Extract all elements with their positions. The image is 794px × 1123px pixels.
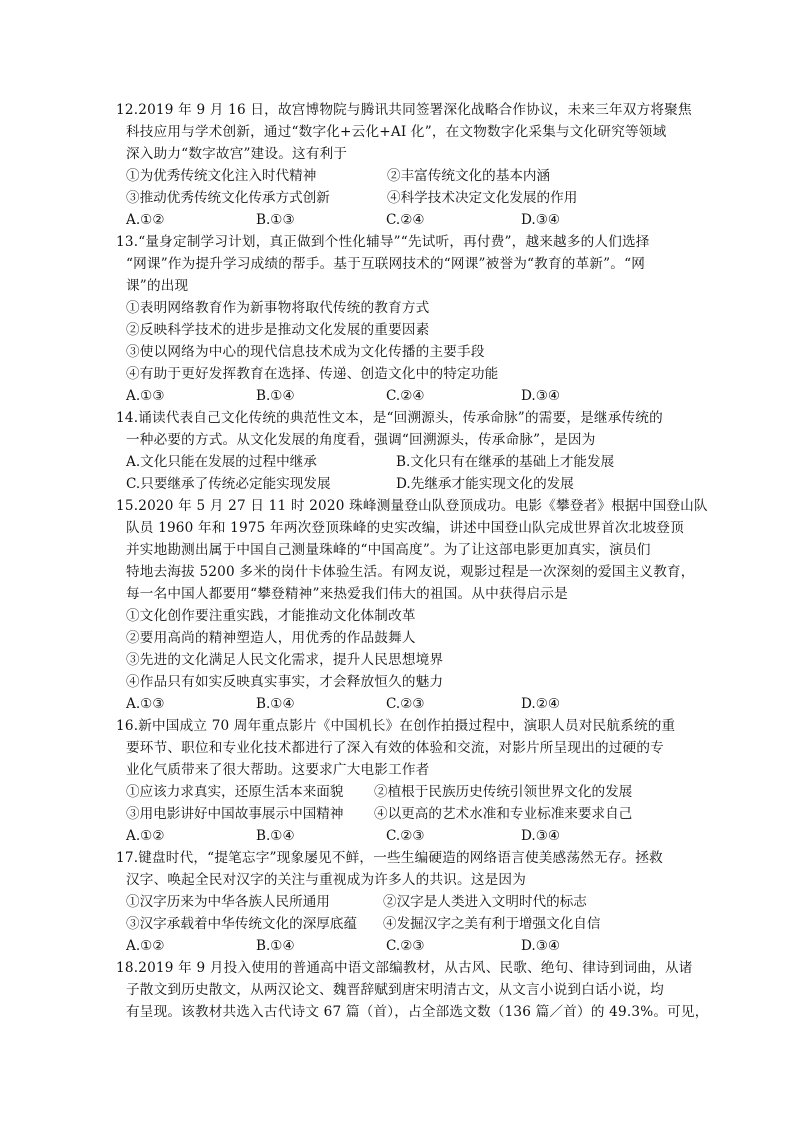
question-14-option-c[interactable]: C.只要继承了传统必定能实现发展 xyxy=(126,476,331,492)
question-13-stem-line-3: 课”的出现 xyxy=(126,278,189,294)
question-12-option-a[interactable]: A.①② xyxy=(126,212,165,228)
question-16-stem-line-1: 16.新中国成立 70 周年重点影片《中国机长》在创作拍摄过程中，演职人员对民航系统的重 xyxy=(116,718,676,734)
question-17-item-1: ①汉字历来为中华各族人民所通用 xyxy=(126,894,330,910)
question-13-option-a[interactable]: A.①③ xyxy=(126,388,165,404)
question-15-stem-line-3: 并实地勘测出属于中国自己测量珠峰的“中国高度”。为了让这部电影更加真实，演员们 xyxy=(126,542,651,558)
question-17-stem-line-1: 17.键盘时代，“提笔忘字”现象屡见不鲜，一些生编硬造的网络语言使美感荡然无存。拯救 xyxy=(116,850,663,866)
question-15-option-b[interactable]: B.①④ xyxy=(256,696,295,712)
question-14-stem-line-1: 14.诵读代表自己文化传统的典范性文本，是“回溯源头，传承命脉”的需要，是继承传统的 xyxy=(116,410,663,426)
question-12-item-2: ②丰富传统文化的基本内涵 xyxy=(387,168,551,184)
question-16-option-b[interactable]: B.①④ xyxy=(256,828,295,844)
question-15-option-c[interactable]: C.②③ xyxy=(386,696,425,712)
question-16-item-4: ④以更高的艺术水准和专业标准来要求自己 xyxy=(374,806,633,822)
question-16-options xyxy=(116,825,686,847)
question-18 xyxy=(116,957,709,1023)
question-18-stem-line-2: 子散文到历史散文，从两汉论文、魏晋辞赋到唐宋明清古文，从文言小说到白话小说，均 xyxy=(126,982,664,998)
question-16-option-d[interactable]: D.③④ xyxy=(521,828,561,844)
question-17-items-row-2 xyxy=(116,913,686,935)
question-12-stem-line-2: 科技应用与学术创新，通过“数字化+云化+AI 化”，在文物数字化采集与文化研究等领域 xyxy=(126,124,667,140)
question-12-stem-line-3: 深入助力“数字故宫”建设。这有利于 xyxy=(126,146,348,162)
question-16-items-row-2 xyxy=(116,803,686,825)
question-12-item-3: ③推动优秀传统文化传承方式创新 xyxy=(126,190,330,206)
question-15-item-1: ①文化创作要注重实践，才能推动文化体制改革 xyxy=(126,608,416,624)
question-17 xyxy=(116,847,686,957)
question-16-stem-line-2: 要环节、职位和专业化技术都进行了深入有效的体验和交流，对影片所呈现出的过硬的专 xyxy=(126,740,664,756)
question-13-option-b[interactable]: B.①④ xyxy=(256,388,295,404)
question-16-option-c[interactable]: C.②③ xyxy=(386,828,425,844)
question-17-item-3: ③汉字承载着中华传统文化的深厚底蕴 xyxy=(126,916,358,932)
question-17-options xyxy=(116,935,686,957)
question-14-options-row-2 xyxy=(116,473,686,495)
question-16-items-row-1 xyxy=(116,781,686,803)
question-15-stem-line-1: 15.2020 年 5 月 27 日 11 时 2020 珠峰测量登山队登顶成功。电影《攀登者》根据中国登山队 xyxy=(116,498,708,514)
question-13 xyxy=(116,231,686,407)
question-15-item-2: ②要用高尚的精神塑造人，用优秀的作品鼓舞人 xyxy=(126,630,416,646)
question-17-stem-line-2: 汉字、唤起全民对汉字的关注与重视成为许多人的共识。这是因为 xyxy=(126,872,527,888)
question-14 xyxy=(116,407,686,495)
question-12-option-d[interactable]: D.③④ xyxy=(521,212,561,228)
question-16-item-3: ③用电影讲好中国故事展示中国精神 xyxy=(126,806,344,822)
question-15-stem-line-5: 每一名中国人都要用“攀登精神”来热爱我们伟大的祖国。从中获得启示是 xyxy=(126,586,568,602)
question-12-option-c[interactable]: C.②④ xyxy=(386,212,425,228)
question-12-options xyxy=(116,209,686,231)
question-13-item-1: ①表明网络教育作为新事物将取代传统的教育方式 xyxy=(126,300,430,316)
question-16 xyxy=(116,715,686,847)
question-17-option-b[interactable]: B.①④ xyxy=(256,938,295,954)
question-12-item-4: ④科学技术决定文化发展的作用 xyxy=(387,190,578,206)
question-15-option-d[interactable]: D.②④ xyxy=(521,696,561,712)
question-13-options xyxy=(116,385,686,407)
question-13-item-4: ④有助于更好发挥教育在选择、传递、创造文化中的特定功能 xyxy=(126,366,499,382)
question-13-option-c[interactable]: C.②④ xyxy=(386,388,425,404)
question-16-item-1: ①应该力求真实，还原生活本来面貌 xyxy=(126,784,344,800)
question-15-stem-line-2: 队员 1960 年和 1975 年两次登顶珠峰的史实改编，讲述中国登山队完成世界首次北坡登顶 xyxy=(126,520,684,536)
question-12 xyxy=(116,99,692,231)
question-17-option-c[interactable]: C.②③ xyxy=(386,938,425,954)
question-12-stem-line-1: 12.2019 年 9 月 16 日，故宫博物院与腾讯共同签署深化战略合作协议，未来三年双方将聚焦 xyxy=(116,102,692,118)
question-13-option-d[interactable]: D.③④ xyxy=(521,388,561,404)
question-15-item-4: ④作品只有如实反映真实事实，才会释放恒久的魅力 xyxy=(126,674,444,690)
question-15-option-a[interactable]: A.①③ xyxy=(126,696,165,712)
question-15-options xyxy=(116,693,686,715)
question-list xyxy=(116,99,709,1023)
question-12-item-1: ①为优秀传统文化注入时代精神 xyxy=(126,168,317,184)
question-17-item-2: ②汉字是人类进入文明时代的标志 xyxy=(383,894,587,910)
question-12-items-row-1 xyxy=(116,165,686,187)
question-17-items-row-1 xyxy=(116,891,686,913)
question-18-stem-line-3: 有呈现。该教材共选入古代诗文 67 篇（首），占全部选文数（136 篇／首）的 49.3%。可见， xyxy=(126,1004,709,1020)
question-15 xyxy=(116,495,708,715)
question-12-items-row-2 xyxy=(116,187,686,209)
question-15-stem-line-4: 特地去海拔 5200 多米的岗什卡体验生活。有网友说，观影过程是一次深刻的爱国主义教育， xyxy=(126,564,695,580)
question-17-option-a[interactable]: A.①② xyxy=(126,938,165,954)
question-15-item-3: ③先进的文化满足人民文化需求，提升人民思想境界 xyxy=(126,652,444,668)
question-16-option-a[interactable]: A.①② xyxy=(126,828,165,844)
question-13-item-3: ③使以网络为中心的现代信息技术成为文化传播的主要手段 xyxy=(126,344,485,360)
question-13-item-2: ②反映科学技术的进步是推动文化发展的重要因素 xyxy=(126,322,430,338)
question-17-item-4: ④发掘汉字之美有利于增强文化自信 xyxy=(383,916,601,932)
question-16-item-2: ②植根于民族历史传统引领世界文化的发展 xyxy=(374,784,633,800)
question-13-stem-line-1: 13.“量身定制学习计划，真正做到个性化辅导”“先试听，再付费”，越来越多的人们选择 xyxy=(116,234,650,250)
question-18-stem-line-1: 18.2019 年 9 月投入使用的普通高中语文部编教材，从古风、民歌、绝句、律诗到词曲，从诸 xyxy=(116,960,693,976)
question-14-options-row-1 xyxy=(116,451,686,473)
question-12-option-b[interactable]: B.①③ xyxy=(256,212,295,228)
question-14-option-a[interactable]: A.文化只能在发展的过程中继承 xyxy=(126,454,317,470)
question-16-stem-line-3: 业化气质带来了很大帮助。这要求广大电影工作者 xyxy=(126,762,430,778)
question-14-option-d[interactable]: D.先继承才能实现文化的发展 xyxy=(396,476,574,492)
question-14-stem-line-2: 一种必要的方式。从文化发展的角度看，强调“回溯源头，传承命脉”，是因为 xyxy=(126,432,596,448)
question-13-stem-line-2: “网课”作为提升学习成绩的帮手。基于互联网技术的“网课”被誉为“教育的革新”。“网 xyxy=(126,256,646,272)
question-17-option-d[interactable]: D.③④ xyxy=(521,938,561,954)
question-14-option-b[interactable]: B.文化只有在继承的基础上才能发展 xyxy=(396,454,615,470)
